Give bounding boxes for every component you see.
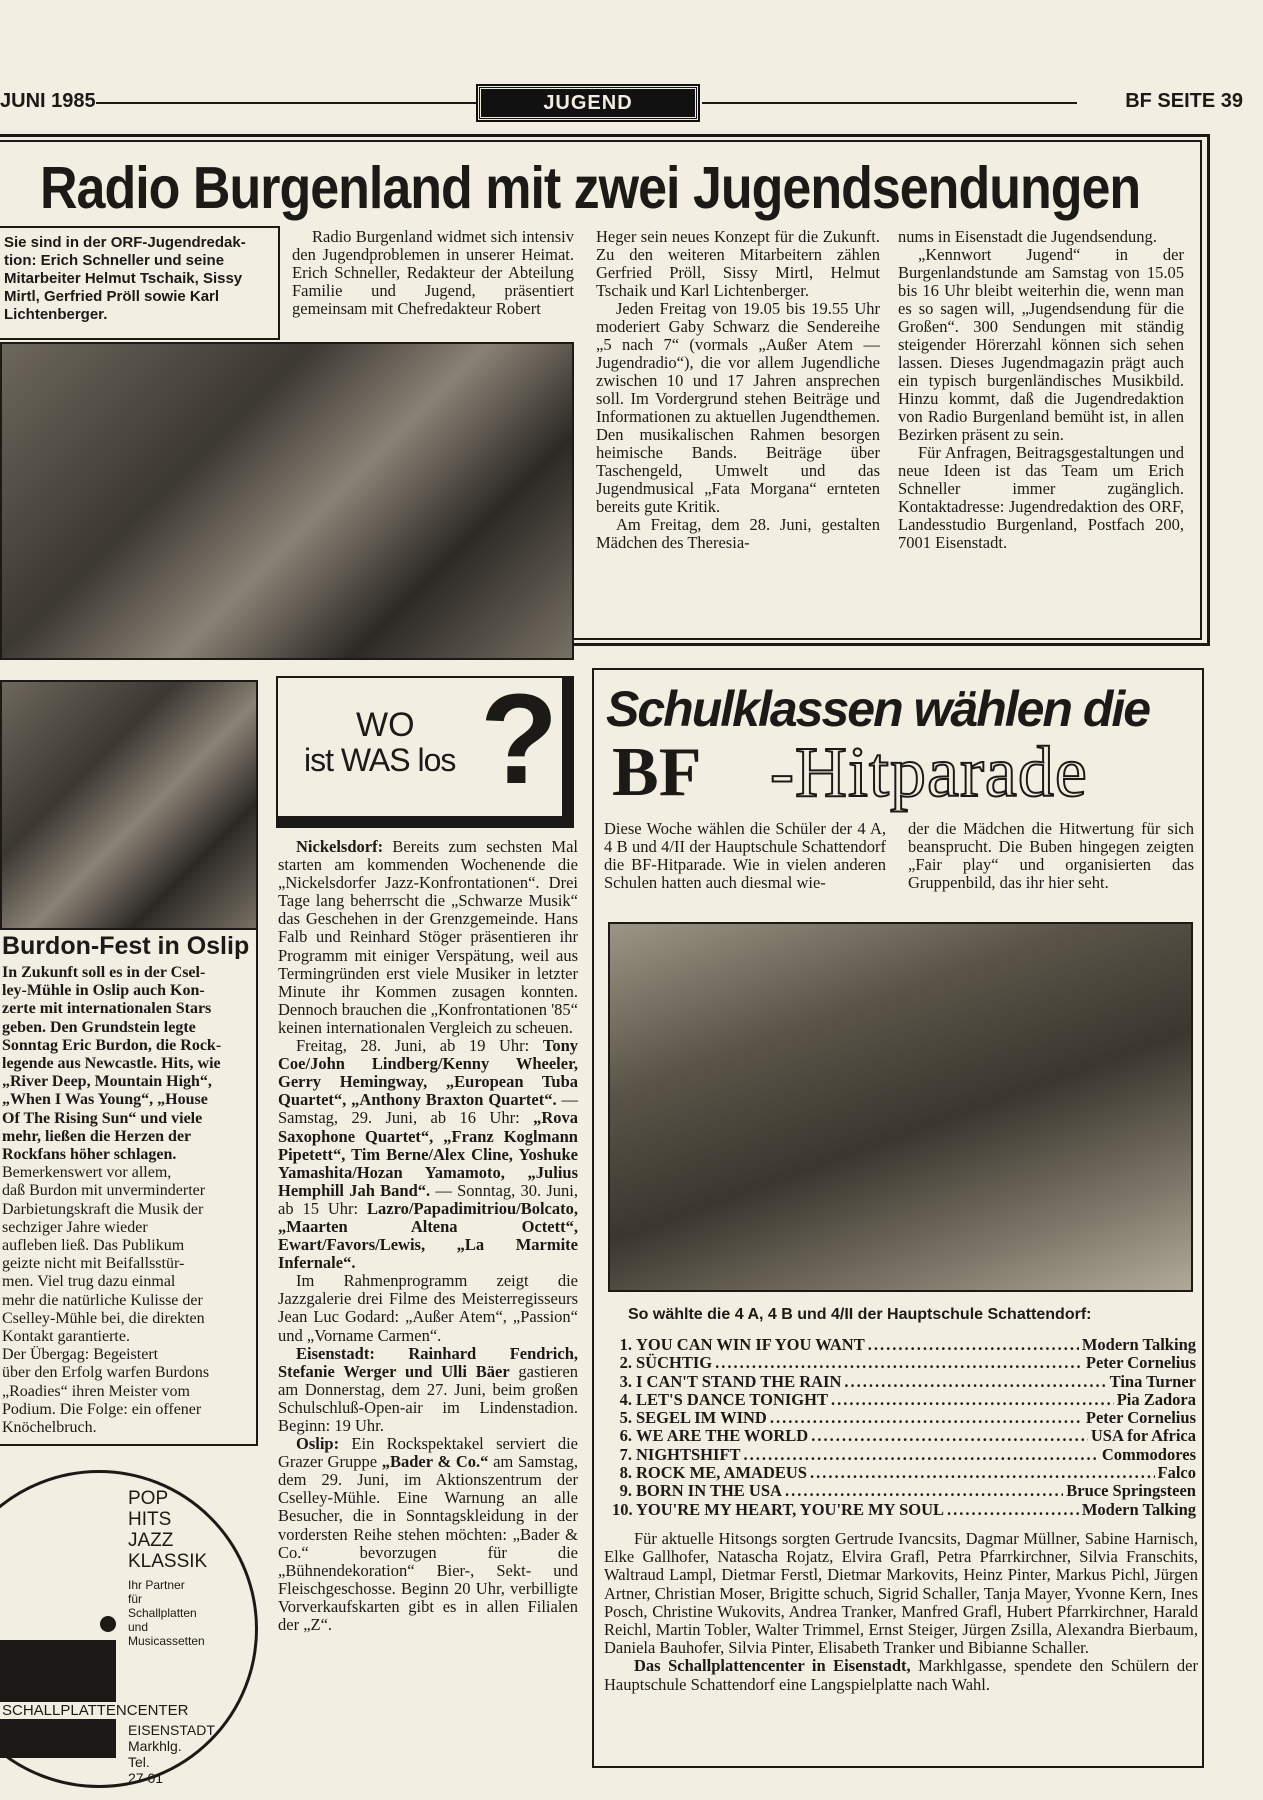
hit-chart [612,1336,1196,1519]
ad-phone-label: Tel. [128,1754,150,1770]
event-artists: „Rova Saxophone Quartet“, „Franz Koglmann Pipetett“, Tim Berne/Alex Cline, Yoshuke Yamashita/Hozan Yamamoto, „Julius Hemphill Jah Band“. [278,1108,578,1200]
chart-artist: Commodores [1101,1444,1196,1464]
caption-line: Lichtenberger. [4,306,108,323]
ad-street: Markhlg. [128,1738,182,1754]
paragraph: Für Anfragen, Beitragsgestaltungen und neue Ideen ist das Team um Erich Schneller immer zugänglich. Kontaktadresse: Jugendredaktion des ORF, Landesstudio Burgenland, Postfach 200, 7001 Eisenstadt. [898,443,1184,552]
burdon-body [2,964,248,1437]
text-line: geben. Den Grundstein legte [2,1018,196,1036]
leader-dots [831,1391,1114,1409]
event-text: Freitag, 28. Juni, ab 19 Uhr: [296,1036,543,1056]
chart-title: LET'S DANCE TONIGHT [636,1389,828,1409]
paragraph: „Kennwort Jugend“ in der Burgenlandstunde am Samstag von 15.05 bis 16 Uhr bleibt weiterhin die, wenn man es so sagen will, „Jugendsendung für die Großen“. 300 Sendungen mit ständig steigender Hörerzahl können sich sehen lassen. Dieses Jugendmagazin prägt auch ein typisch burgenländisches Musikbild. Hinzu kommt, daß die Jugendredaktion von Radio Burgenland bemüht ist, in allen Bezirken präsent zu sein. [898,245,1184,444]
hitparade-lead-1: Diese Woche wählen die Schüler der 4 A, 4 B und 4/II der Hauptschule Schattendorf die BF-Hitparade. Wie in vielen anderen Schulen hatten auch diesmal wie- [604,819,886,892]
credits-text: Markhlgasse, spendete den Schülern der Hauptschule Schattendorf eine Langspielplatte nach Wahl. [604,1656,1198,1694]
text-line: mehr die natürliche Kulisse der [2,1291,203,1309]
ad-category: HITS [128,1509,172,1530]
chart-rank: 6. [619,1426,632,1446]
photo-caption [0,226,280,340]
event-artists: Lazro/Papadimitriou/Bolcato, „Maarten Altena Octett“, Ewart/Favors/Lewis, „La Marmite Infernale“. [278,1198,578,1273]
text-line: legende aus Newcastle. Hits, wie [2,1055,221,1073]
radio-team-photo [0,342,574,660]
ad-tagline-line: Ihr Partner [128,1578,185,1592]
chart-artist: USA for Africa [1090,1426,1196,1446]
header-rule-right [702,102,1077,104]
leader-dots [810,1464,1155,1482]
event-text: gastieren am Donnerstag, dem 27. Juni, beim großen Schulschluß-Open-air im Lindenstadion. Beginn: 19 Uhr. [278,1361,578,1435]
text-line: Sonntag Eric Burdon, die Rock- [2,1036,222,1054]
page-number: BF SEITE 39 [1125,90,1243,112]
leader-dots [947,1501,1079,1519]
paragraph: Jeden Freitag von 19.05 bis 19.55 Uhr moderiert Gaby Schwarz die Sendereihe „5 nach 7“ (vormals „Außer Atem — Jugendradio“), die vor allem Jugendliche zwischen 10 und 17 Jahren ansprechen soll. Im Vordergrund stehen Beiträge und Informationen zu aktuellen Jugendthemen. Den musikalischen Rahmen besorgen heimische Bands. Beiträge über Taschengeld, Umwelt und das Jugendmusical „Fata Morgana“ ernteten bereits gute Kritik. [596,299,880,516]
event-text: Im Rahmenprogramm zeigt die Jazzgalerie drei Filme des Meisterregisseurs Jean Luc Godard: „Außer Atem“, „Passion“ und „Vorname Carmen“. [278,1271,578,1345]
ad-tagline-line: Musicassetten [128,1634,205,1648]
record-hole-icon [100,1616,116,1632]
chart-title: NIGHTSHIFT [636,1444,741,1464]
chart-entry [612,1464,1196,1482]
chart-title: WE ARE THE WORLD [636,1426,809,1446]
leader-dots [785,1482,1063,1500]
ad-tagline-line: Schallplatten [128,1606,197,1620]
paragraph: nums in Eisenstadt die Jugendsendung. [898,227,1157,246]
event-guide-title: ist WAS los [304,742,456,778]
article-column-3 [898,228,1184,552]
chart-artist: Modern Talking [1081,1499,1196,1519]
section-label: JUGEND [478,86,698,120]
hitparade-bf-logo: BF [612,734,702,811]
leader-dots [844,1373,1106,1391]
event-location: Nickelsdorf: [296,837,384,856]
caption-line: Sie sind in der ORF-Jugendredak- [4,234,246,251]
chart-title: YOU'RE MY HEART, YOU'RE MY SOUL [636,1499,945,1519]
text-line: aufleben ließ. Das Publikum [2,1237,185,1255]
text-line: men. Viel trug dazu einmal [2,1273,176,1291]
ad-tagline-line: für [128,1592,143,1606]
text-line: ley-Mühle in Oslip auch Kon- [2,982,205,1000]
text-line: Rockfans höher schlagen. [2,1146,177,1164]
burdon-headline: Burdon-Fest in Oslip [2,932,250,960]
ad-tagline-line: und [128,1620,149,1634]
chart-entry [612,1482,1196,1500]
paragraph: Radio Burgenland widmet sich intensiv den Jugendproblemen in unserer Heimat. Erich Schneller, Redakteur der Abteilung Familie und Jugend, präsentiert gemeinsam mit Chefredakteur Robert [292,227,574,318]
event-guide-wo: WO [356,706,415,744]
chart-rank: 1. [619,1335,632,1354]
text-line: Kontakt garantierte. [2,1328,130,1346]
chart-rank: 5. [619,1408,632,1428]
text-line: In Zukunft soll es in der Csel- [2,964,206,981]
chart-rank: 4. [619,1389,632,1409]
chart-entry [612,1336,1196,1354]
ad-category: JAZZ [128,1530,174,1551]
issue-date: JUNI 1985 [0,90,96,112]
chart-title: YOU CAN WIN IF YOU WANT [636,1335,865,1354]
event-text: — Sonntag, 30. Juni, ab 15 Uhr: [278,1180,578,1218]
leader-dots [868,1336,1079,1354]
chart-entry [612,1409,1196,1427]
leader-dots [715,1354,1083,1372]
chart-rank: 3. [619,1371,632,1391]
chart-artist: Tina Turner [1109,1371,1196,1391]
event-artists: Tony Coe/John Lindberg/Kenny Wheeler, Gerry Hemingway, „European Tuba Quartet“, „Anthony Braxton Quartet“. [278,1036,578,1110]
text-line: mehr, ließen die Herzen der [2,1127,192,1145]
chart-entry [612,1354,1196,1372]
chart-rank: 8. [619,1463,632,1483]
credits-text: Für aktuelle Hitsongs sorgten Gertrude Ivancsits, Dagmar Müllner, Sabine Harnisch, Elke Gallhofer, Natascha Rojatz, Elvira Grafl, Petra Pfarrkirchner, Silvia Franschits, Waltraud Lampl, Dietmar Ferstl, Dietmar Markovits, Heinz Pinter, Markus Pichl, Jürgen Artner, Christian Moser, Brigitte schuch, Sigrid Schaller, Tanja Mayer, Yvonne Kern, Ines Posch, Christine Wukovits, Andrea Tranker, Manfred Grafl, Hubert Pfarrkirchner, Harald Reichl, Martin Tobler, Walter Trimmel, Ernst Steiger, Jürgen Zsilla, Alexandra Bierbaum, Daniela Bauhofer, Silvia Pinter, Elisabeth Tranker und Bibianne Schaller. [604,1529,1198,1658]
ad-tagline [128,1578,205,1648]
chart-title: BORN IN THE USA [636,1481,782,1501]
chart-entry [612,1391,1196,1409]
header-rule-left [96,102,476,104]
caption-line: Mirtl, Gerfried Pröll sowie Karl [4,288,220,305]
chart-rank: 2. [619,1353,632,1373]
credits-sponsor: Das Schallplattencenter in Eisenstadt, [634,1656,911,1676]
event-text: Ein Rockspektakel serviert die Grazer Gruppe [278,1434,578,1472]
ad-phone: 27 01 [128,1770,164,1786]
chart-heading: So wählte die 4 A, 4 B und 4/II der Hauptschule Schattendorf: [628,1306,1092,1323]
ad-store-name: SCHALLPLATTENCENTER [2,1702,189,1719]
event-artists: „Bader & Co.“ [381,1452,489,1472]
event-text: Bereits zum sechsten Mal starten am kommenden Wochenende die „Nickelsdorfer Jazz-Konfrontationen“. Drei Tage lang beherrscht die „Schwarze Musik“ das Geschehen in der Grenzgemeinde. Hans Falb und Reinhard Stöger präsentieren ihr Programm mit einiger Verspätung, weil aus Termingründen erst viele Musiker in letzter Minute ihr Kommen zusagen konnten. Dennoch brauchen die „Konfrontationen '85“ keinen internationalen Vergleich zu scheuen. [278,837,578,1037]
leader-dots [811,1427,1088,1445]
chart-rank: 9. [619,1481,632,1501]
leader-dots [770,1409,1083,1427]
text-line: Podium. Die Folge: ein offener [2,1400,202,1418]
chart-entry [612,1373,1196,1391]
hitparade-title: -Hitparade [770,732,1088,812]
event-text: — Samstag, 29. Juni, ab 16 Uhr: [278,1090,579,1128]
ad-city: EISENSTADT [128,1722,215,1738]
ad-category: POP [128,1488,169,1509]
chart-entry [612,1427,1196,1445]
leader-dots [744,1446,1099,1464]
ad-category: KLASSIK [128,1551,208,1572]
text-line: „When I Was Young“, „House [2,1091,208,1109]
paragraph: Am Freitag, dem 28. Juni, gestalten Mädchen des Theresia- [596,515,880,552]
chart-rank: 7. [619,1444,632,1464]
text-line: sechziger Jahre wieder [2,1218,148,1236]
hitparade-headline: Schulklassen wählen die [606,681,1150,737]
article-column-1 [292,228,574,318]
text-line: zerte mit internationalen Stars [2,1000,212,1018]
chart-title: ROCK ME, AMADEUS [636,1463,807,1483]
text-line: über den Erfolg warfen Burdons [2,1364,210,1382]
event-location: Oslip: [296,1434,340,1454]
singer-photo [0,680,258,930]
record-ad-black-block [0,1640,116,1758]
chart-title: SEGEL IM WIND [636,1408,767,1428]
text-line: Cselley-Mühle bei, die direkten [2,1309,205,1327]
chart-artist: Bruce Springsteen [1066,1481,1196,1501]
chart-rank: 10. [612,1499,633,1519]
chart-artist: Falco [1157,1463,1196,1483]
text-line: Der Übergag: Begeistert [2,1346,159,1364]
class-group-photo [608,922,1193,1292]
text-line: Of The Rising Sun“ und viele [2,1109,203,1127]
hitparade-credits [604,1530,1198,1694]
caption-line: Mitarbeiter Helmut Tschaik, Sissy [4,270,243,287]
event-listings [278,838,578,1634]
article-headline: Radio Burgenland mit zwei Jugendsendungen [40,155,1141,222]
text-line: Bemerkenswert vor allem, [2,1164,172,1182]
event-location: Eisenstadt: Rainhard Fendrich, Stefanie Werger und Ulli Bäer [278,1343,578,1381]
question-mark-icon: ? [480,668,559,811]
text-line: Darbietungskraft die Musik der [2,1200,204,1218]
chart-title: SÜCHTIG [636,1353,713,1373]
chart-artist: Modern Talking [1081,1335,1196,1354]
chart-artist: Peter Cornelius [1085,1353,1196,1373]
ad-categories [128,1488,207,1572]
chart-entry [612,1446,1196,1464]
caption-line: tion: Erich Schneller und seine [4,252,225,269]
text-line: Knöchelbruch. [2,1419,97,1437]
chart-artist: Peter Cornelius [1085,1408,1196,1428]
hitparade-lead-2: der die Mädchen die Hitwertung für sich beansprucht. Die Buben hingegen zeigten „Fair play“ und organisierten das Gruppenbild, das ihr hier seht. [908,819,1194,892]
text-line: „River Deep, Mountain High“, [2,1073,212,1091]
event-text: am Samstag, dem 29. Juni, im Aktionszentrum der Cselley-Mühle. Eine Warnung an alle Besucher, die in Sonntagskleidung in der vordersten Reihe stehen möchten: „Bader & Co.“ bevorzugen für die „Bühnendekoration“ Bier-, Sekt- und Fleischgeschosse. Beginn 20 Uhr, verbilligte Vorverkaufskarten gibt es in allen Filialen der „Z“. [278,1452,578,1635]
chart-title: I CAN'T STAND THE RAIN [636,1371,842,1391]
paragraph: Heger sein neues Konzept für die Zukunft. Zu den weiteren Mitarbeitern zählen Gerfried Pröll, Sissy Mirtl, Helmut Tschaik und Karl Lichtenberger. [596,227,880,300]
ad-address [128,1722,215,1786]
text-line: „Roadies“ ihren Meister vom [2,1382,190,1400]
chart-entry [612,1501,1196,1519]
text-line: geizte nicht mit Beifallsstür- [2,1255,185,1273]
text-line: daß Burdon mit unverminderter [2,1182,206,1200]
article-column-2 [596,228,880,552]
chart-artist: Pia Zadora [1116,1389,1196,1409]
